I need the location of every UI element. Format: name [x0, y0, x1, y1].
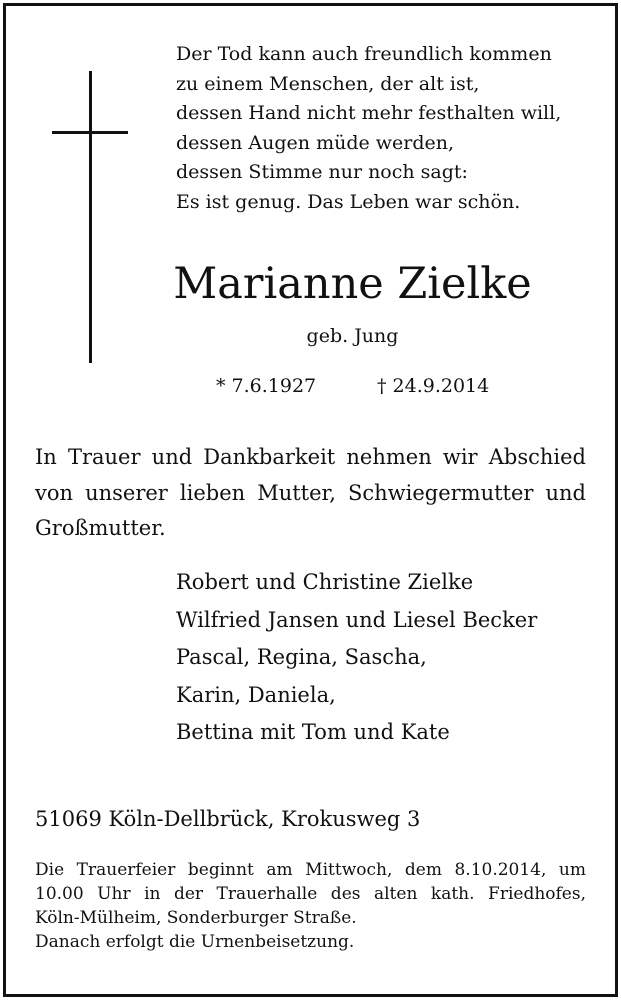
farewell-line: Großmutter.	[35, 516, 166, 540]
farewell-line: In Trauer und Dankbarkeit nehmen wir Abschied	[35, 445, 586, 469]
service-line: Die Trauerfeier beginnt am Mittwoch, dem 8.10.2014, um	[35, 860, 586, 880]
mourner-entry: Pascal, Regina, Sascha,	[176, 645, 427, 669]
poem	[176, 40, 596, 217]
farewell-line: von unserer lieben Mutter, Schwiegermutter und	[35, 480, 586, 505]
death-date: † 24.9.2014	[377, 375, 490, 397]
mourner-entry: Robert und Christine Zielke	[176, 570, 474, 594]
mourners-list	[176, 564, 537, 752]
service-line: 10.00 Uhr in der Trauerhalle des alten kath. Friedhofes,	[35, 884, 586, 904]
maiden-name: geb. Jung	[306, 325, 399, 347]
mourner-entry: Wilfried Jansen und Liesel Becker	[176, 607, 538, 632]
funeral-service-info	[35, 858, 586, 954]
poem-line: dessen Augen müde werden,	[176, 131, 455, 154]
poem-line: Es ist genug. Das Leben war schön.	[176, 190, 521, 213]
service-line: Danach erfolgt die Urnenbeisetzung.	[35, 932, 355, 952]
farewell-text	[35, 440, 586, 547]
poem-line: dessen Stimme nur noch sagt:	[176, 161, 468, 183]
poem-line: dessen Hand nicht mehr festhalten will,	[176, 102, 562, 124]
cross-horizontal-bar	[52, 131, 128, 134]
poem-line: Der Tod kann auch freundlich kommen	[176, 43, 552, 65]
poem-line: zu einem Menschen, der alt ist,	[176, 72, 480, 95]
cross-vertical-bar	[89, 71, 92, 363]
family-address: 51069 Köln-Dellbrück, Krokusweg 3	[35, 807, 421, 831]
mourner-entry: Bettina mit Tom und Kate	[176, 720, 450, 744]
mourner-entry: Karin, Daniela,	[176, 682, 336, 707]
birth-date: * 7.6.1927	[216, 375, 317, 397]
service-line: Köln-Mülheim, Sonderburger Straße.	[35, 908, 357, 928]
deceased-name: Marianne Zielke	[173, 259, 532, 309]
